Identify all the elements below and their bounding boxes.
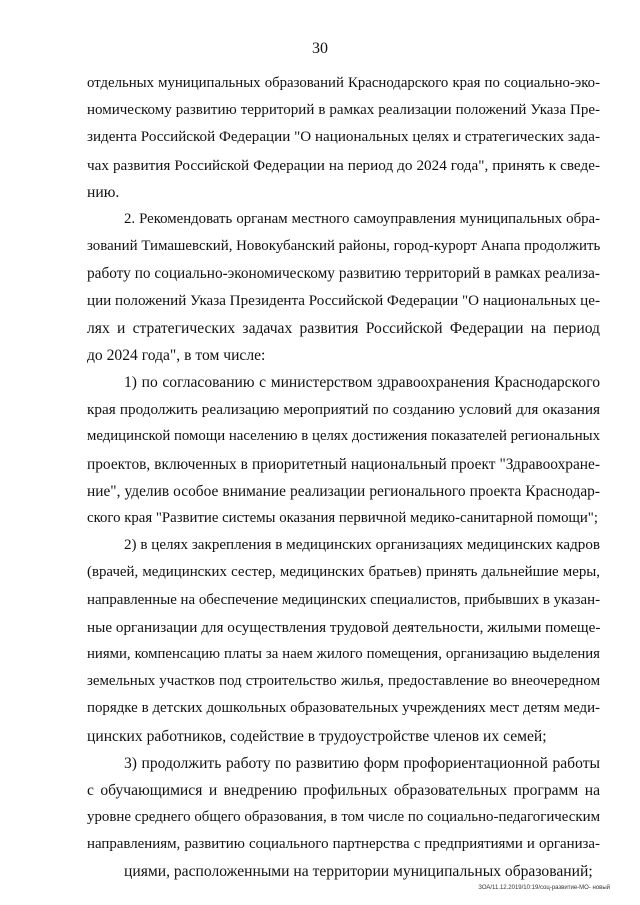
text-line: ные организации для осуществления трудовой деятельности, жилыми помеще- [87,618,601,636]
text-line: 1) по согласованию с министерством здравоохранения Краснодарского [124,374,600,392]
text-line: с обучающимися и внедрению профильных образовательных программ на [87,781,600,799]
text-line: чах развития Российской Федерации на период до 2024 года", принять к сведе- [87,156,600,174]
paragraph-3 [87,369,600,532]
text-line: нию. [87,183,120,201]
text-line: циями, расположенными на территории муниципальных образований; [124,863,593,881]
text-line: края продолжить реализацию мероприятий по созданию условий для оказания [87,401,600,419]
text-line: ниями, компенсацию платы за наем жилого помещения, организацию выделения [87,645,600,662]
text-line: зидента Российской Федерации "О национальных целях и стратегических зада- [87,129,600,146]
text-line: (врачей, медицинских сестер, медицинских братьев) принять дальнейшие меры, [87,564,600,581]
paragraph-5 [87,750,600,886]
text-line: лях и стратегических задачах развития Российской Федерации на период [87,319,600,337]
text-line: цинских работников, содействие в трудоустройстве членов их семей; [87,727,547,745]
text-line: медицинской помощи населению в целях достижения показателей региональных [87,428,600,445]
text-line: ние", уделив особое внимание реализации регионального проекта Краснодар- [87,482,600,500]
text-line: земельных участков под строительство жилья, предоставление во внеочередном [87,673,600,690]
text-line: ции положений Указа Президента Российской Федерации "О национальных це- [87,292,600,309]
text-line: зований Тимашевский, Новокубанский районы, город-курорт Анапа продолжить [87,238,601,255]
paragraph-1 [87,70,600,206]
text-line: направлениям, развитию социального партнерства с предприятиями и организа- [87,836,600,853]
body-text [87,70,600,886]
text-line: до 2024 года", в том числе: [87,346,266,364]
text-line: направленные на обеспечение медицинских специалистов, прибывших в указан- [87,591,601,608]
text-line: уровне среднего общего образования, в том числе по социально-педагогическим [87,809,600,826]
text-line: 3) продолжить работу по развитию форм профориентационной работы [124,754,600,772]
footer-file-reference: ЗОА/11.12.2019/10:19/соц-развитие-МО- новый [478,885,610,891]
text-line: проектов, включенных в приоритетный национальный проект "Здравоохране- [87,455,600,473]
text-line: работу по социально-экономическому развитию территорий в рамках реализа- [87,265,600,283]
page-number: 30 [312,40,328,57]
text-line: порядке в детских дошкольных образовательных учреждениях мест детям меди- [87,700,600,717]
paragraph-2 [87,206,600,369]
text-line: отдельных муниципальных образований Краснодарского края по социально-эко- [87,75,600,91]
text-line: номическому развитию территорий в рамках реализации положений Указа Пре- [87,102,600,119]
text-line: 2. Рекомендовать органам местного самоуправления муниципальных обра- [124,210,600,227]
text-line: ского края "Развитие системы оказания первичной медико-санитарной помощи"; [87,510,598,526]
text-line: 2) в целях закрепления в медицинских организациях медицинских кадров [124,537,601,554]
paragraph-4 [87,532,600,750]
